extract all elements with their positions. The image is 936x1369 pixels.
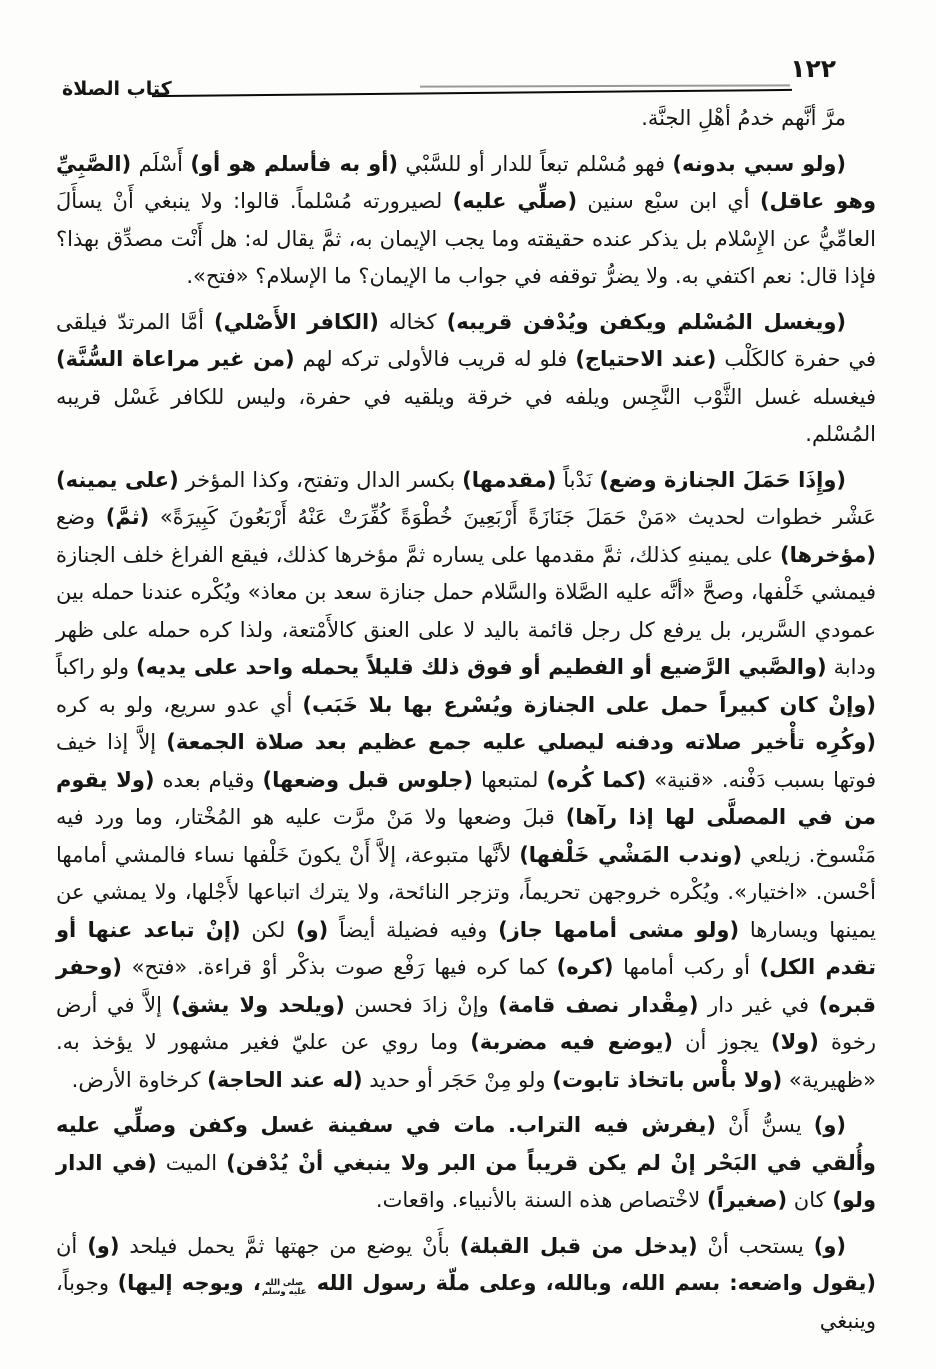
matn-segment: (صلِّي عليه) [452,189,578,213]
matn-segment: (و) [296,917,329,942]
commentary-segment: يستحب أنْ [697,1233,814,1258]
commentary-segment: بكسر الدال وتفتح، وكذا المؤخر [178,467,463,492]
matn-segment: (وحفر قبره) [56,955,877,1017]
commentary-segment: قبلَ وضعها ولا مَنْ مرَّت عليه هو المُخْتار، وما ورد فيه مَنْسوخ. زيلعي [56,805,877,867]
paragraph [56,146,876,296]
matn-segment: (ويغسل المُسْلم ويكفن ويُدْفن قريبه) [446,309,847,334]
matn-segment: (أو به فأسلم هو أو) [190,151,399,176]
matn-segment: (من غير مراعاة السُّنَّة) [56,347,295,371]
commentary-segment: عَشْر خطوات لحديث «مَنْ حَمَلَ جَنَازَةً أَرْبَعِينَ خُطْوَةً كُفِّرَتْ عَنْهُ أَرْبَعُونَ كَبِيرَةً» [149,505,876,529]
commentary-segment: أو ركب أمامها [613,955,760,979]
commentary-segment: يجوز أن [673,1030,771,1054]
text-content [56,100,876,1340]
commentary-segment: فيغسله غسل الثَّوْب النَّجِس ويلفه في خرقة ويلقيه في حفرة، وليس للكافر غَسْل قريبه المُسْلم. [56,384,876,446]
matn-segment: (يفرش فيه التراب. مات في سفينة غسل وكفن وصلِّي عليه وأُلقي في البَحْر إنْ لم يكن قريباً من البر ولا ينبغي أنْ يُدْفن) [56,1113,876,1175]
commentary-segment: في غير دار [698,992,819,1017]
commentary-segment: كرخاوة الأرض. [71,1067,208,1092]
commentary-segment: وقيام بعده [154,767,263,792]
commentary-segment: وإنْ زادَ فحسن [344,992,499,1017]
commentary-segment: أن [56,1233,88,1258]
commentary-segment: إلاَّ إذا خيف فوتها بسبب دَفْنه. «قنية» [56,730,876,792]
commentary-segment: أَسْلَم [131,151,191,176]
matn-segment: (وندب المَشْي خَلْفها) [519,842,743,867]
matn-segment: ، ويوجه إليها) [117,1271,261,1295]
matn-segment: (وإِذَا حَمَلَ الجنازة وضع) [599,467,847,492]
matn-segment: (و) [813,1113,846,1137]
matn-segment: (ثمَّ) [105,505,150,529]
commentary-segment: يسنُّ أَنْ [715,1113,814,1137]
matn-segment: (على يمينه) [56,467,179,492]
commentary-segment: كخاله [378,309,447,334]
commentary-segment: مرَّ أنَّهم خدمُ أهْلِ الجنَّة. [641,106,846,130]
matn-segment: (إنْ تباعد عنها أو تقدم الكل) [56,917,876,979]
matn-segment: (والصَّبي الرَّضيع أو الفطيم أو فوق ذلك قليلاً يحمله واحد على يديه) [136,655,827,679]
matn-segment: (عند الاحتياج) [575,347,717,371]
matn-segment: (جلوس قبل وضعها) [262,767,473,792]
paragraph [56,100,876,138]
matn-segment: (له عند الحاجة) [207,1067,363,1092]
matn-segment: (و) [87,1233,120,1258]
matn-segment: (مِقْدار نصف قامة) [498,992,699,1017]
commentary-segment: لأنَّها متبوعة، إلاَّ أَنْ يكونَ خَلْفها نساء فالمشي أمامها أحْسن. «اختيار». ويُكْره خروجهن تحريماً، وتزجر النائحة، ولا يترك اتباعها لأَجْلها، ولا يمشي عن يمينها ويسارها [56,842,877,942]
matn-segment: (يقول واضعه: بسم الله، وبالله، وعلى ملّة رسول الله [307,1271,876,1295]
commentary-segment: لكن [240,917,297,942]
commentary-segment: كان [787,1188,833,1212]
matn-segment: (في الدار ولو) [56,1150,876,1212]
commentary-segment: على يمينهِ كذلك، ثمَّ مقدمها على يساره ثمَّ مؤخرها كذلك، فيقع الفراغ خلف الجنازة فيمشي خَلْفها، وصحَّ «أنَّه عليه الصَّلاة والسَّلام حمل جنازة سعد بن معاذ» ويُكْره عندنا حمله بين عمودي السَّرير، بل يرفع كل رجل قائمة باليد لا على العنق كالأَمْتعة، ولذا كره حمله على ظهر ودابة [56,542,876,679]
commentary-segment: لاخْتصاص هذه السنة بالأنبياء. واقعات. [375,1188,707,1212]
matn-segment: (يوضع فيه مضربة) [470,1030,674,1054]
matn-segment: (صغيراً) [706,1188,788,1212]
commentary-segment: وجوباً، وينبغي [56,1271,876,1333]
commentary-segment: بأَنْ يوضع من جهتها ثمَّ يحمل فيلحد [119,1233,460,1258]
matn-segment: (وإنْ كان كبيراً حمل على الجنازة ويُسْرع بها بلا خَبَب) [302,692,877,717]
commentary-segment: أمَّا المرتدّ فيلقى في حفرة كالكَلْب [56,309,876,371]
commentary-segment: ولو راكباً [56,655,137,679]
commentary-segment: كما كره فيها رَفْع صوت بذكْر أوْ قراءة. «فتح» [121,955,557,979]
matn-segment: (يدخل من قبل القبلة) [459,1233,698,1258]
commentary-segment: وضع [56,505,106,529]
commentary-segment: وفيه فضيلة أيضاً [328,917,499,942]
commentary-segment: لمتبعها [472,767,547,792]
paragraph [56,1228,876,1341]
paragraph [56,304,876,454]
header-rule [152,89,792,98]
commentary-segment: وما روي عن عليّ فغير مشهور لا يؤخذ به. «ظهيرية» [56,1030,876,1092]
section-title: كتاب الصلاة [62,78,172,100]
matn-segment: (كره) [556,955,614,979]
page-number: ١٢٢ [790,54,836,83]
commentary-segment: أي ابن سبْع سنين [577,189,760,213]
paragraph [56,462,876,1100]
matn-segment: (الصَّبِيِّ وهو عاقل) [56,151,877,213]
matn-segment: (الكافر الأَصْلي) [213,309,379,334]
commentary-segment: لصيرورته مُسْلماً. قالوا: ولا ينبغي أَنْ يسأَلَ العامِّيُّ عن الإِسْلام بل يذكر عنده حقيقته وما يجب الإيمان به، ثمَّ يقال له: هل أَنْت مصدِّق بهذا؟ فإذا قال: نعم اكتفي به. ولا يضرُّ توقفه في جواب ما الإيمان؟ ما الإسلام؟ «فتح». [56,189,876,288]
matn-segment: (ولو سبي بدونه) [672,151,846,176]
commentary-segment: فلو له قريب فالأولى تركه لهم [294,347,576,371]
header-rule-shadow [420,84,790,87]
matn-segment: (ويلحد ولا يشق) [171,992,345,1017]
honorific-sallallahu-alayhi-wasallam-icon: صلى الله عليه وسلم [261,1278,307,1297]
matn-segment: (ولا يقوم من في المصلَّى لها إذا رآها) [56,767,876,829]
matn-segment: (ولا بأْس باتخاذ تابوت) [552,1067,783,1092]
commentary-segment: أي عدو سريع، ولو به كره [56,692,303,717]
matn-segment: (وكُرِه تأْخير صلاته ودفنه ليصلي عليه جمع عظيم بعد صلاة الجمعة) [166,730,876,754]
commentary-segment: فهو مُسْلم تبعاً للدار أو للسَّبْي [398,151,673,176]
matn-segment: (مؤخرها) [779,542,876,567]
matn-segment: (ولو مشى أمامها جاز) [498,917,740,942]
paragraph [56,1107,876,1220]
commentary-segment: الميت [156,1150,227,1175]
commentary-segment: نَدْباً [556,467,600,492]
matn-segment: (مقدمها) [462,467,557,492]
matn-segment: (ولا) [771,1030,819,1054]
commentary-segment: إلاَّ في أرض رخوة [56,992,876,1054]
commentary-segment: ولو مِنْ حَجَر أو حديد [362,1067,553,1092]
matn-segment: (و) [813,1233,847,1258]
matn-segment: (كما كُره) [546,767,647,792]
